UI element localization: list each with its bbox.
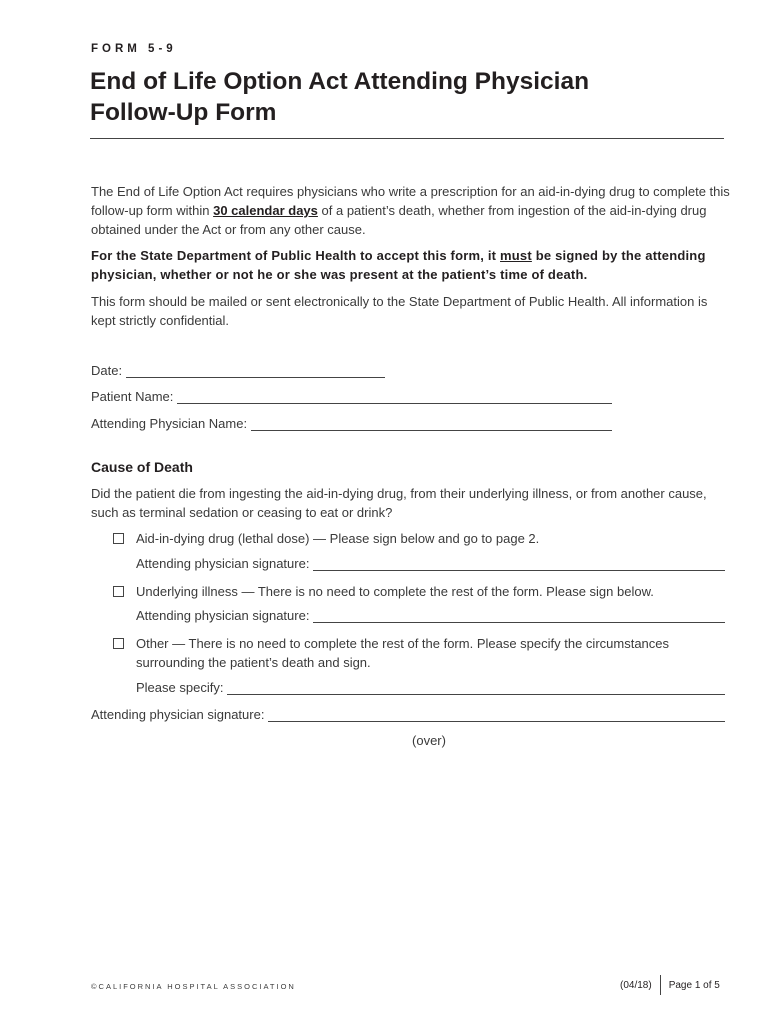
intro-text-before: The End of Life Option Act requires physicians who write a prescription for an aid-in-dying drug to complete this follow-up form within xyxy=(91,184,730,218)
notice-emphasis: must xyxy=(500,248,532,263)
date-field[interactable] xyxy=(91,363,385,378)
notice-text-after: be signed by the attending physician, whether or not he or she was present at the patient’s time of death. xyxy=(91,248,706,282)
option-underlying-illness-label: Underlying illness — There is no need to complete the rest of the form. Please sign below. xyxy=(136,584,654,599)
version-date: (04/18) xyxy=(620,979,652,991)
date-line[interactable] xyxy=(126,365,385,378)
page-number: Page 1 of 5 xyxy=(668,979,720,991)
page-footer xyxy=(620,975,720,995)
final-signature-line[interactable] xyxy=(268,709,725,722)
copyright-footer: ©CALIFORNIA HOSPITAL ASSOCIATION xyxy=(91,982,296,991)
title-line-1: End of Life Option Act Attending Physician xyxy=(90,68,590,95)
patient-name-field[interactable] xyxy=(91,389,612,404)
option-aid-in-dying-label: Aid-in-dying drug (lethal dose) — Please sign below and go to page 2. xyxy=(136,531,540,546)
final-signature-label: Attending physician signature: xyxy=(91,707,265,722)
date-label: Date: xyxy=(91,363,123,378)
cause-question: Did the patient die from ingesting the aid-in-dying drug, from their underlying illness, or from another cause, such as terminal sedation or ceasing to eat or drink? xyxy=(91,486,707,520)
final-signature-field[interactable] xyxy=(91,707,725,722)
specify-line[interactable] xyxy=(227,682,725,695)
specify-field[interactable] xyxy=(136,680,725,695)
physician-name-field[interactable] xyxy=(91,416,612,431)
intro-paragraph xyxy=(91,182,731,239)
signature-line-2[interactable] xyxy=(313,610,725,623)
over-note: (over) xyxy=(412,733,446,748)
cause-of-death-heading: Cause of Death xyxy=(91,459,193,475)
option-other-label: Other — There is no need to complete the rest of the form. Please specify the circumstances surrounding the patient’s death and sign. xyxy=(136,636,670,670)
option-aid-in-dying[interactable] xyxy=(113,529,728,548)
signature-line-1[interactable] xyxy=(313,558,725,571)
signature-field-1[interactable] xyxy=(136,556,725,571)
signature-label-2: Attending physician signature: xyxy=(136,608,310,623)
signature-label-1: Attending physician signature: xyxy=(136,556,310,571)
mail-instructions: This form should be mailed or sent electronically to the State Department of Public Health. All information is kept strictly confidential. xyxy=(91,294,708,328)
checkbox-aid-in-dying[interactable] xyxy=(113,533,124,544)
signature-notice xyxy=(91,246,731,284)
checkbox-other[interactable] xyxy=(113,638,124,649)
checkbox-underlying-illness[interactable] xyxy=(113,586,124,597)
title-divider xyxy=(90,138,724,139)
option-other[interactable] xyxy=(113,634,731,672)
physician-name-label: Attending Physician Name: xyxy=(91,416,248,431)
notice-text-before: For the State Department of Public Health to accept this form, it xyxy=(91,248,501,263)
footer-divider xyxy=(660,975,661,995)
patient-name-line[interactable] xyxy=(177,391,612,404)
patient-name-label: Patient Name: xyxy=(91,389,174,404)
physician-name-line[interactable] xyxy=(251,418,612,431)
option-underlying-illness[interactable] xyxy=(113,582,728,601)
specify-label: Please specify: xyxy=(136,680,224,695)
title-line-2: Follow-Up Form xyxy=(90,99,277,126)
page-title xyxy=(90,66,710,128)
intro-text-after: of a patient’s death, whether from ingestion of the aid-in-dying drug obtained under the Act or from any other cause. xyxy=(91,203,707,237)
intro-emphasis: 30 calendar days xyxy=(213,203,318,218)
form-number-label: FORM 5-9 xyxy=(91,43,177,55)
signature-field-2[interactable] xyxy=(136,608,725,623)
